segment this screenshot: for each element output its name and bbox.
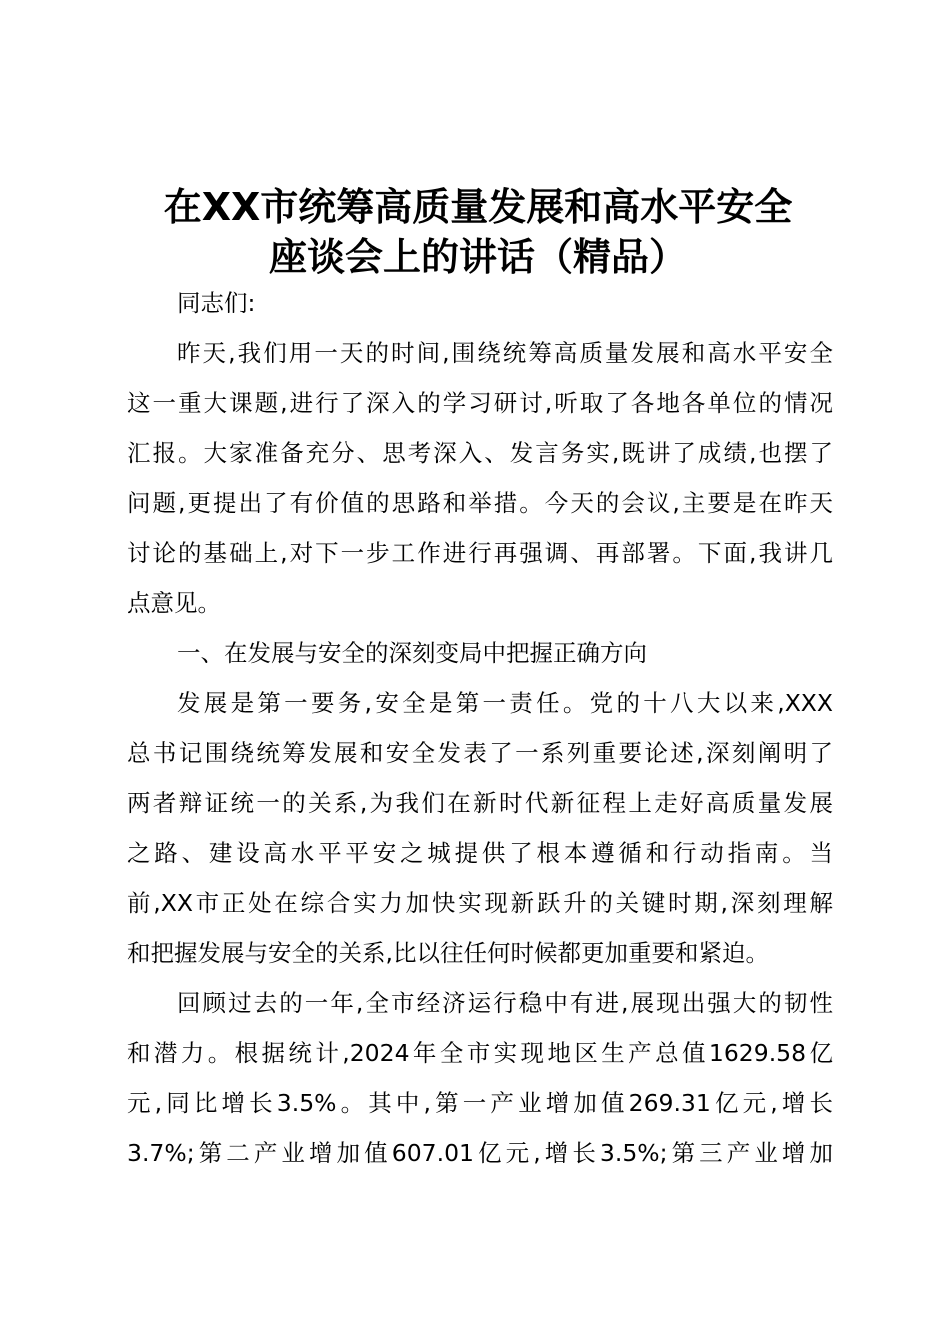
text-line: 昨天,我们用一天的时间,围绕统筹高质量发展和高水平安全 <box>177 339 833 367</box>
section-heading-1: 一、在发展与安全的深刻变局中把握正确方向 <box>177 639 647 667</box>
text-line: 前,XX市正处在综合实力加快实现新跃升的关键时期,深刻理解 <box>127 889 833 917</box>
text-line: 之路、建设高水平平安之城提供了根本遵循和行动指南。当 <box>127 839 833 867</box>
text-line: 回顾过去的一年,全市经济运行稳中有进,展现出强大的韧性 <box>177 989 833 1017</box>
text-line: 和把握发展与安全的关系,比以往任何时候都更加重要和紧迫。 <box>127 939 769 967</box>
text-line: 总书记围绕统筹发展和安全发表了一系列重要论述,深刻阐明了 <box>127 739 833 767</box>
text-line: 3.7%;第二产业增加值607.01亿元,增长3.5%;第三产业增加 <box>127 1139 833 1167</box>
text-line: 元,同比增长3.5%。其中,第一产业增加值269.31亿元,增长 <box>127 1089 833 1117</box>
text-line: 和潜力。根据统计,2024年全市实现地区生产总值1629.58亿 <box>127 1039 833 1067</box>
text-line: 这一重大课题,进行了深入的学习研讨,听取了各地各单位的情况 <box>127 389 833 417</box>
document-body <box>127 278 833 1178</box>
text-line: 发展是第一要务,安全是第一责任。党的十八大以来,XXX <box>177 689 833 717</box>
text-line: 讨论的基础上,对下一步工作进行再强调、再部署。下面,我讲几 <box>127 539 833 567</box>
document-title <box>100 182 856 282</box>
paragraph-review <box>127 978 833 1178</box>
title-line-2: 座谈会上的讲话（精品） <box>268 235 687 279</box>
paragraph-development-security <box>127 678 833 978</box>
text-line: 两者辩证统一的关系,为我们在新时代新征程上走好高质量发展 <box>127 789 833 817</box>
salutation: 同志们: <box>177 289 256 317</box>
paragraph-intro <box>127 328 833 628</box>
text-line: 汇报。大家准备充分、思考深入、发言务实,既讲了成绩,也摆了 <box>127 439 833 467</box>
text-line: 问题,更提出了有价值的思路和举措。今天的会议,主要是在昨天 <box>127 489 833 517</box>
title-line-1: 在XX市统筹高质量发展和高水平安全 <box>163 185 793 229</box>
text-line: 点意见。 <box>127 589 221 617</box>
